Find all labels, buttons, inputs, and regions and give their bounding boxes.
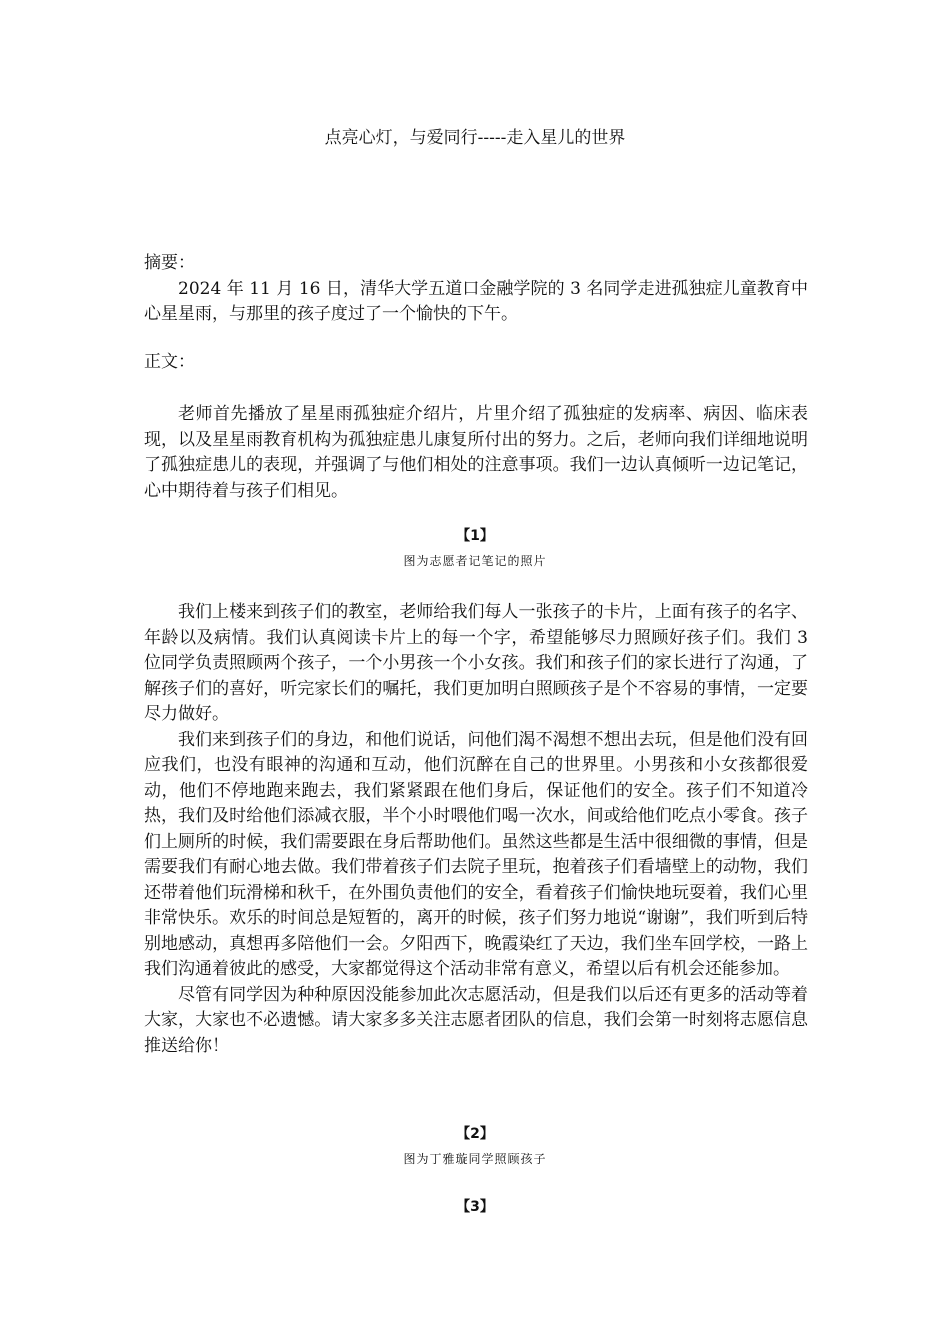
body-heading: 正文： — [144, 352, 195, 372]
figure-2-number: 【2】 — [456, 1126, 494, 1142]
figure-1-number: 【1】 — [456, 528, 494, 544]
abstract-heading: 摘要： — [144, 253, 195, 273]
body-section — [144, 350, 808, 376]
paragraph-2: 我们上楼来到孩子们的教室，老师给我们每人一张孩子的卡片，上面有孩子的名字、年龄以及病情。我们认真阅读卡片上的每一个字，希望能够尽力照顾好孩子们。我们 3 位同学负责照顾两个孩子，一个小男孩一个小女孩。我们和孩子们的家长进行了沟通，了解孩子们的喜好，听完家长们的嘱托，我们更加明白照顾孩子是个不容易的事情，一定要尽力做好。 — [144, 602, 808, 724]
figure-3-number: 【3】 — [456, 1199, 494, 1215]
paragraph-2-block — [144, 600, 808, 1059]
paragraph-1-block — [144, 402, 808, 504]
figure-1-caption: 图为志愿者记笔记的照片 — [403, 554, 547, 568]
abstract-text: 2024 年 11 月 16 日，清华大学五道口金融学院的 3 名同学走进孤独症儿童教育中心星星雨，与那里的孩子度过了一个愉快的下午。 — [144, 278, 808, 324]
paragraph-4: 尽管有同学因为种种原因没能参加此次志愿活动，但是我们以后还有更多的活动等着大家，大家也不必遗憾。请大家多多关注志愿者团队的信息，我们会第一时刻将志愿信息推送给你！ — [144, 984, 808, 1056]
document-title: 点亮心灯，与爱同行-----走入星儿的世界 — [324, 128, 626, 148]
abstract-section — [144, 251, 808, 328]
paragraph-3: 我们来到孩子们的身边，和他们说话，问他们渴不渴想不想出去玩，但是他们没有回应我们，也没有眼神的沟通和互动，他们沉醉在自己的世界里。小男孩和小女孩都很爱动，他们不停地跑来跑去，我们紧紧跟在他们身后，保证他们的安全。孩子们不知道冷热，我们及时给他们添减衣服，半个小时喂他们喝一次水，间或给他们吃点小零食。孩子们上厕所的时候，我们需要跟在身后帮助他们。虽然这些都是生活中很细微的事情，但是需要我们有耐心地去做。我们带着孩子们去院子里玩，抱着孩子们看墙壁上的动物，我们还带着他们玩滑梯和秋千，在外围负责他们的安全，看着孩子们愉快地玩耍着，我们心里非常快乐。欢乐的时间总是短暂的，离开的时候，孩子们努力地说“谢谢”，我们听到后特别地感动，真想再多陪他们一会。夕阳西下，晚霞染红了天边，我们坐车回学校，一路上我们沟通着彼此的感受，大家都觉得这个活动非常有意义，希望以后有机会还能参加。 — [144, 729, 808, 979]
paragraph-1: 老师首先播放了星星雨孤独症介绍片，片里介绍了孤独症的发病率、病因、临床表现，以及星星雨教育机构为孤独症患儿康复所付出的努力。之后，老师向我们详细地说明了孤独症患儿的表现，并强调了与他们相处的注意事项。我们一边认真倾听一边记笔记，心中期待着与孩子们相见。 — [144, 404, 808, 501]
figure-2-caption: 图为丁雅璇同学照顾孩子 — [403, 1152, 547, 1166]
